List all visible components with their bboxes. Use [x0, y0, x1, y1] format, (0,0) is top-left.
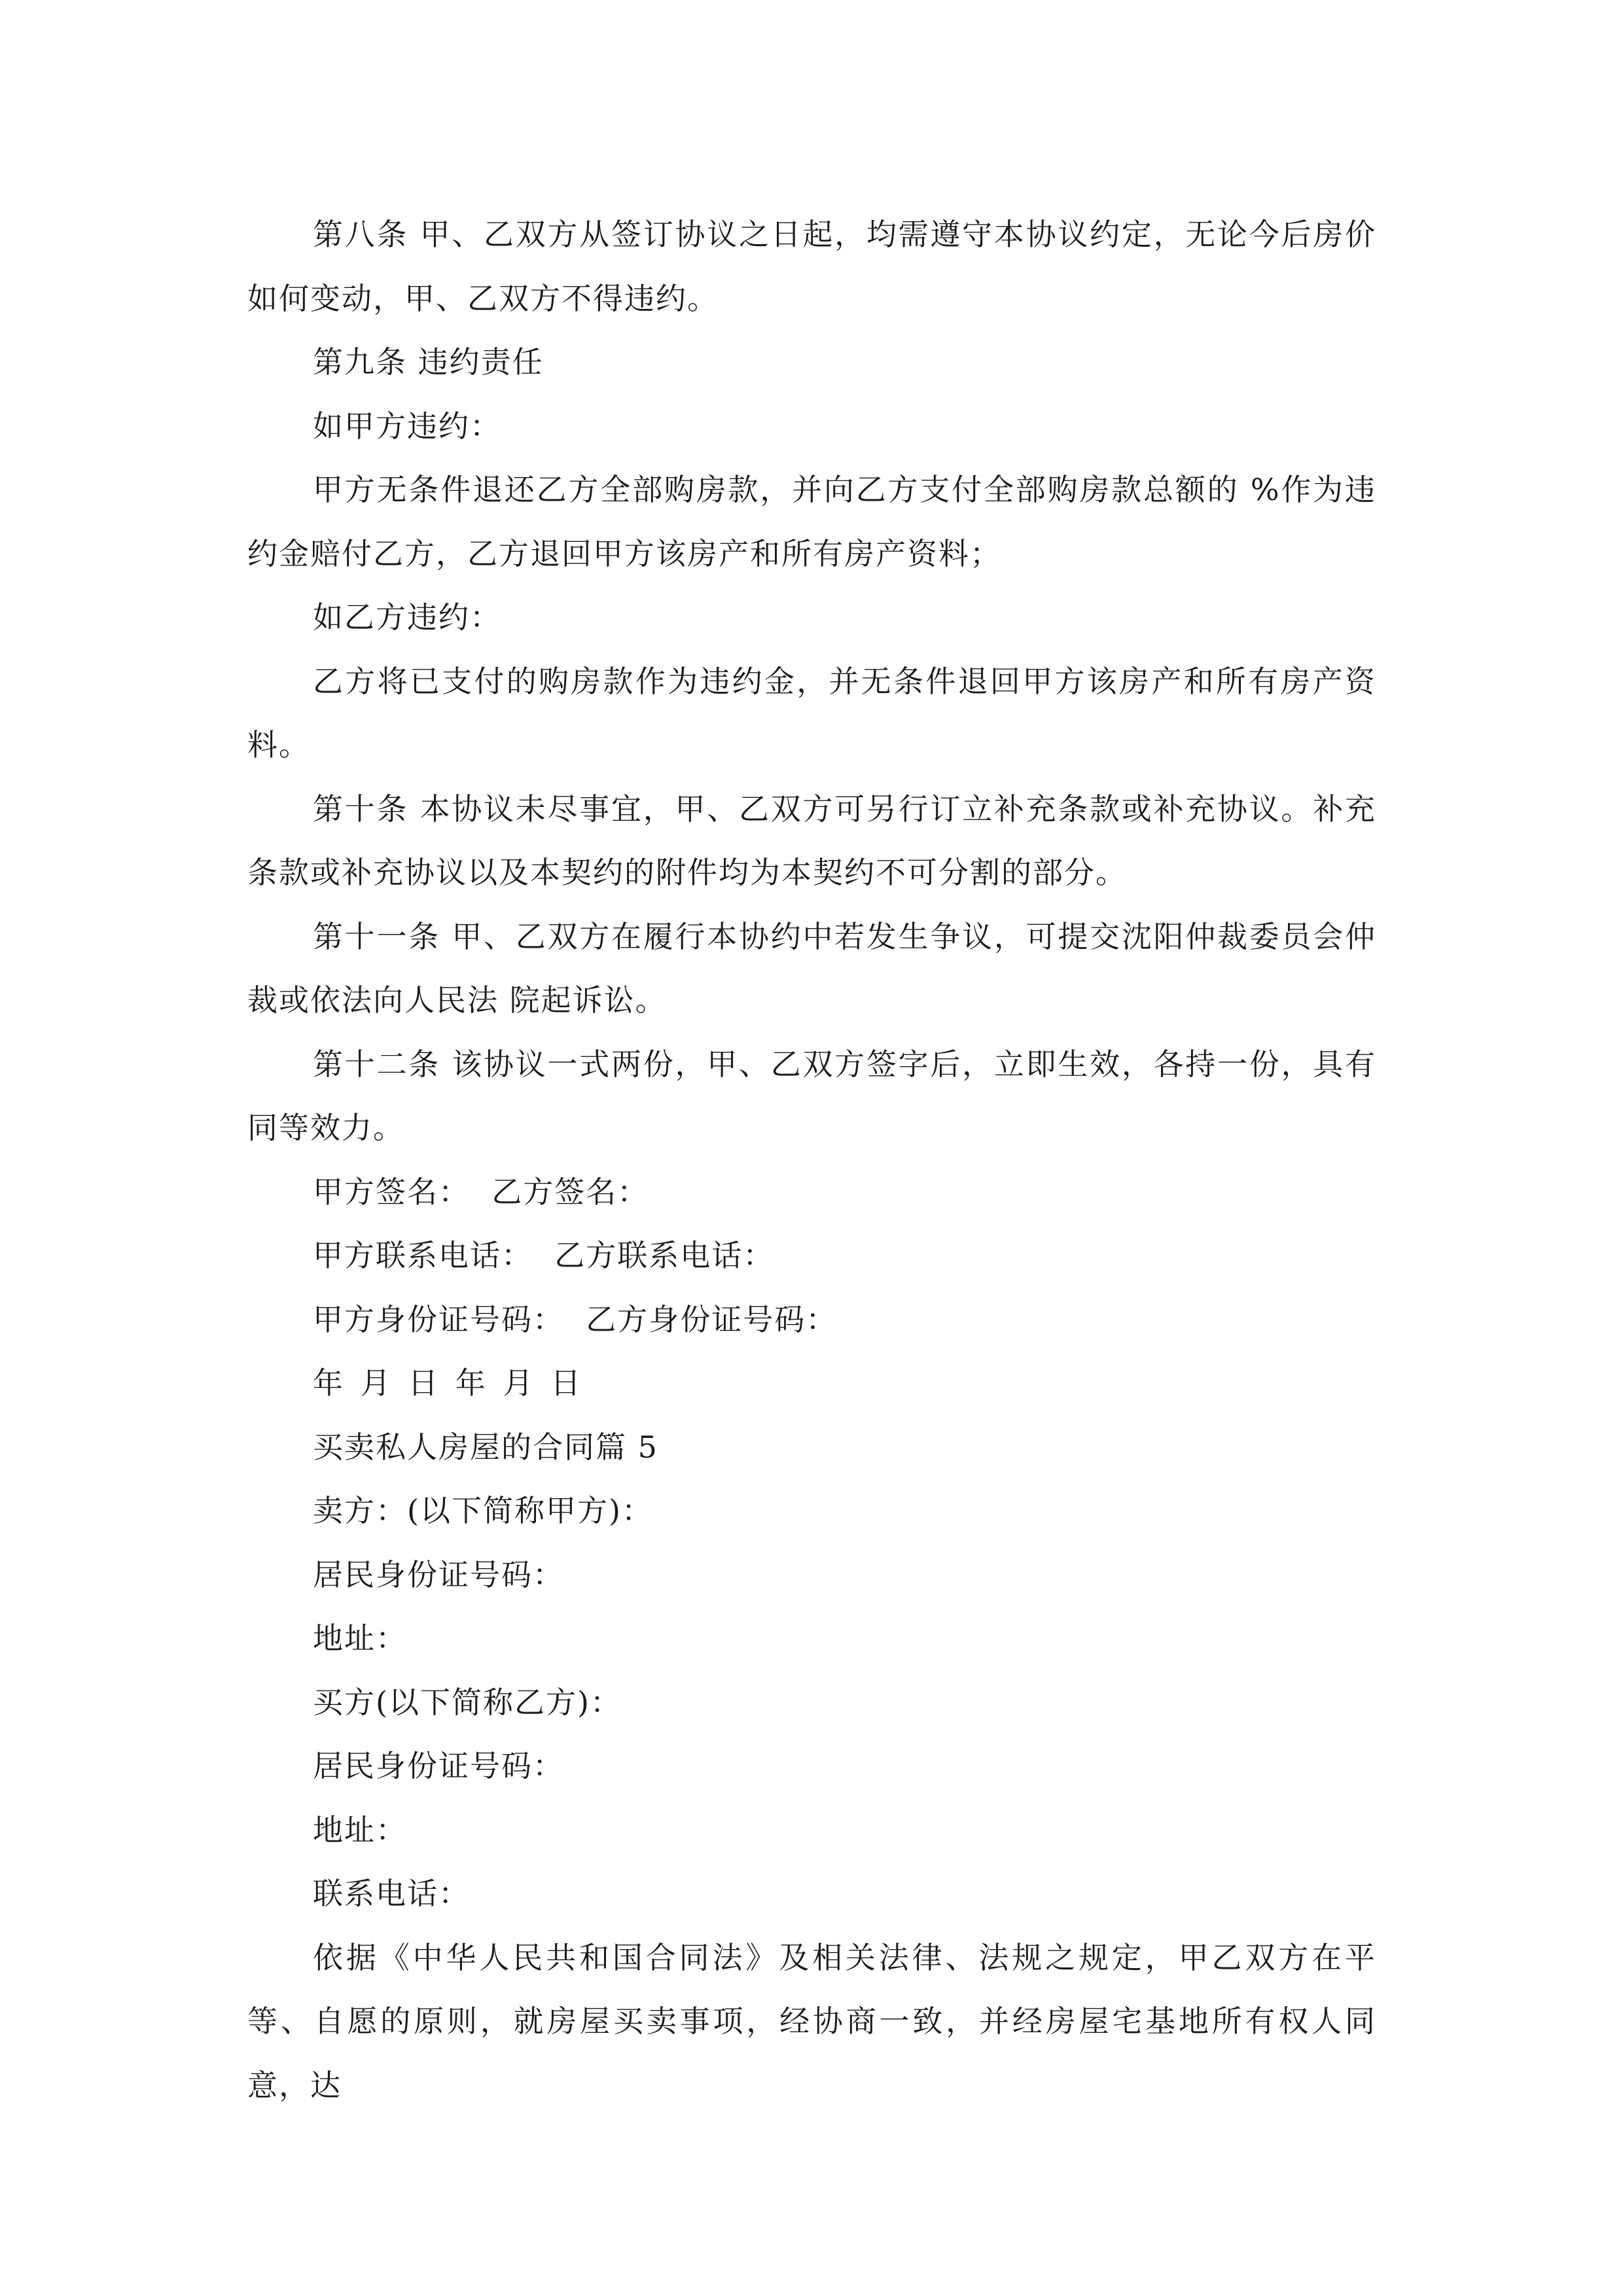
article-11: 第十一条 甲、乙双方在履行本协约中若发生争议，可提交沈阳仲裁委员会仲裁或依法向人民法 院起诉讼。	[247, 918, 1376, 1018]
signature-line: 甲方签名： 乙方签名：	[313, 1174, 649, 1210]
document-body	[247, 203, 1376, 2117]
party-b-breach-label: 如乙方违约：	[313, 600, 501, 635]
seller-address-label: 地址：	[313, 1621, 407, 1656]
party-a-breach-label: 如甲方违约：	[313, 408, 501, 444]
article-12: 第十二条 该协议一式两份，甲、乙双方签字后，立即生效，各持一份，具有同等效力。	[247, 1046, 1376, 1145]
article-10: 第十条 本协议未尽事宜，甲、乙双方可另行订立补充条款或补充协议。补充条款或补充协议以及本契约的附件均为本契约不可分割的部分。	[247, 791, 1376, 890]
buyer-address-label: 地址：	[313, 1812, 407, 1848]
buyer-id-label: 居民身份证号码：	[313, 1748, 564, 1784]
date-line: 年 月 日 年 月 日	[313, 1365, 585, 1401]
contact-phone-label: 联系电话：	[313, 1876, 470, 1911]
id-number-line: 甲方身份证号码： 乙方身份证号码：	[313, 1301, 838, 1337]
seller-label: 卖方：(以下简称甲方)：	[313, 1493, 653, 1528]
preamble-text: 依据《中华人民共和国合同法》及相关法律、法规之规定，甲乙双方在平等、自愿的原则，就房屋买卖事项，经协商一致，并经房屋宅基地所有权人同意，达	[247, 1939, 1376, 2103]
party-b-breach-text: 乙方将已支付的购房款作为违约金，并无条件退回甲方该房产和所有房产资料。	[247, 663, 1376, 762]
buyer-label: 买方(以下简称乙方)：	[313, 1684, 622, 1720]
seller-id-label: 居民身份证号码：	[313, 1556, 564, 1592]
section-title: 买卖私人房屋的合同篇 5	[313, 1429, 658, 1465]
article-9-heading: 第九条 违约责任	[313, 344, 544, 380]
party-a-breach-text: 甲方无条件退还乙方全部购房款，并向乙方支付全部购房款总额的 %作为违约金赔付乙方，乙方退回甲方该房产和所有房产资料；	[247, 472, 1376, 571]
phone-line: 甲方联系电话： 乙方联系电话：	[313, 1238, 775, 1273]
article-8: 第八条 甲、乙双方从签订协议之日起，均需遵守本协议约定，无论今后房价如何变动，甲、乙双方不得违约。	[247, 217, 1376, 316]
